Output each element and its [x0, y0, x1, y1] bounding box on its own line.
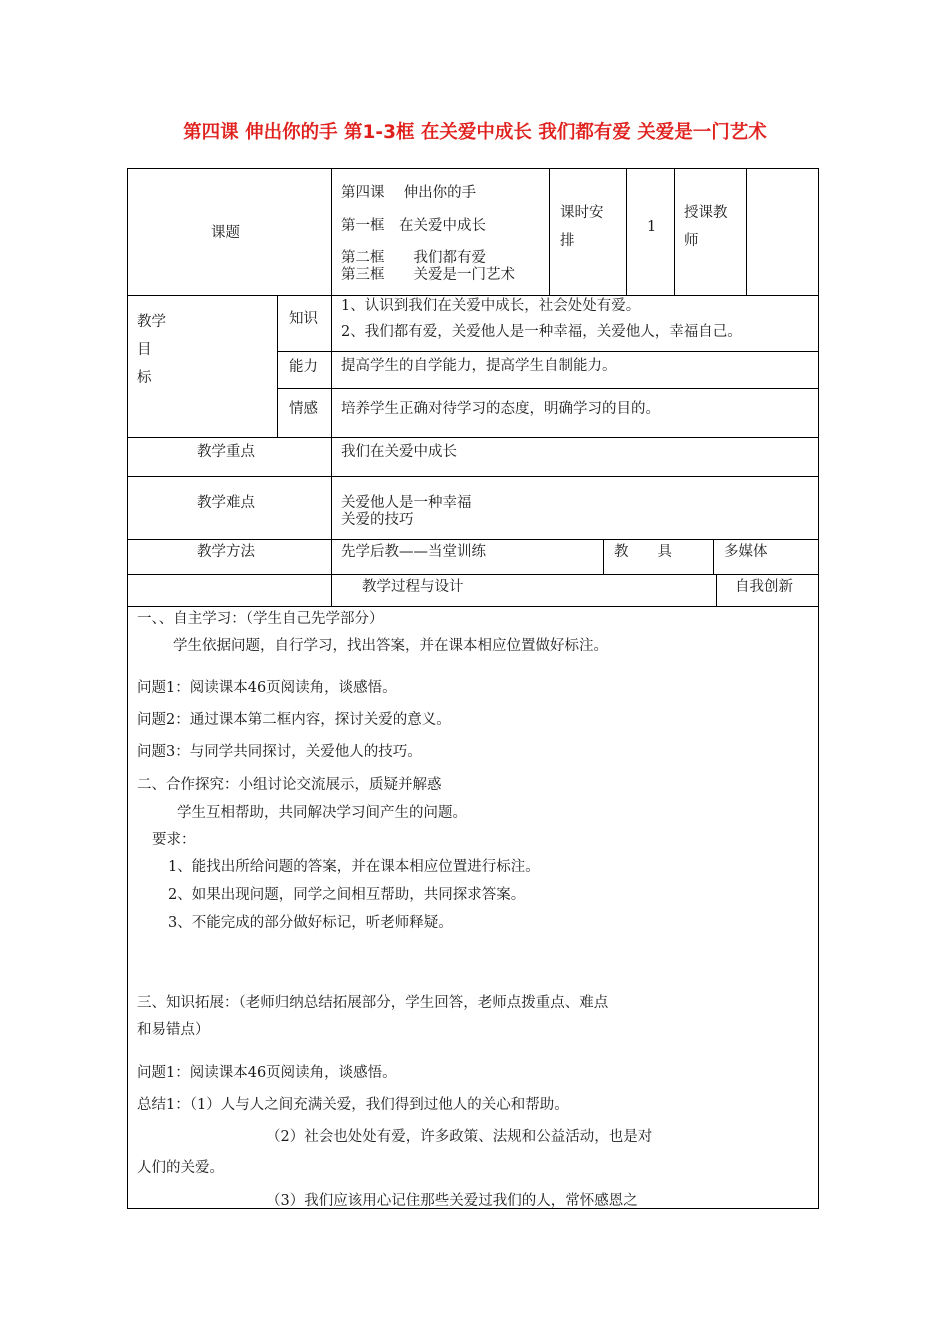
knowledge-label: 知识 [289, 311, 318, 327]
lesson-title: 第四课 伸出你的手 第1-3框 在关爱中成长 我们都有爱 关爱是一门艺术 [183, 122, 767, 143]
hours-label: 课时安 [560, 205, 604, 221]
topic-line: 第二框 我们都有爱 [341, 250, 486, 266]
rule [716, 574, 717, 606]
rule [746, 168, 747, 296]
topic-line: 第一框 在关爱中成长 [341, 218, 486, 234]
process-line: 学生依据问题，自行学习，找出答案，并在课本相应位置做好标注。 [173, 638, 608, 654]
innovation-header: 自我创新 [735, 579, 793, 595]
table-border-top [127, 168, 819, 169]
ability-label: 能力 [289, 359, 318, 375]
focus-value: 我们在关爱中成长 [341, 444, 457, 460]
rule [277, 351, 819, 352]
process-line: 2、如果出现问题，同学之间相互帮助，共同探求答案。 [168, 887, 526, 903]
process-line: 学生互相帮助，共同解决学习间产生的问题。 [177, 805, 467, 821]
tools-label: 教 具 [614, 544, 672, 560]
table-border-left [127, 168, 128, 1209]
hours-label: 排 [560, 233, 575, 249]
process-line: 二、合作探究：小组讨论交流展示，质疑并解惑 [137, 777, 442, 793]
process-header: 教学过程与设计 [362, 579, 464, 595]
rule [127, 437, 819, 438]
process-line: 一、、自主学习：（学生自己先学部分） [137, 611, 384, 627]
process-line: 问题3：与同学共同探讨，关爱他人的技巧。 [137, 744, 422, 760]
emotion-label: 情感 [289, 401, 318, 417]
objectives-label: 标 [137, 370, 152, 386]
process-line: （3）我们应该用心记住那些关爱过我们的人，常怀感恩之 [266, 1193, 638, 1209]
hours-value: 1 [647, 219, 657, 235]
process-line: 1、能找出所给问题的答案，并在课本相应位置进行标注。 [168, 859, 540, 875]
objectives-label: 目 [137, 342, 152, 358]
rule [549, 168, 550, 296]
process-line: 总结1：（1）人与人之间充满关爱，我们得到过他人的关心和帮助。 [137, 1097, 569, 1113]
process-line: 问题1：阅读课本46页阅读角，谈感悟。 [137, 680, 397, 696]
knowledge-objective: 2、我们都有爱，关爱他人是一种幸福，关爱他人，幸福自己。 [341, 324, 742, 340]
process-line: 3、不能完成的部分做好标记，听老师释疑。 [168, 915, 453, 931]
process-line: 要求： [152, 832, 196, 848]
rule [277, 388, 819, 389]
topic-label: 课题 [211, 225, 240, 241]
ability-objective: 提高学生的自学能力，提高学生自制能力。 [341, 358, 617, 374]
rule [127, 539, 819, 540]
rule [277, 295, 278, 438]
knowledge-objective: 1、认识到我们在关爱中成长，社会处处有爱。 [341, 298, 641, 314]
teacher-label: 师 [684, 233, 699, 249]
objectives-label: 教学 [137, 314, 166, 330]
teacher-label: 授课教 [684, 205, 728, 221]
difficulty-value: 关爱他人是一种幸福 [341, 495, 472, 511]
rule [127, 606, 819, 607]
focus-label: 教学重点 [197, 444, 255, 460]
topic-line: 第四课 伸出你的手 [341, 185, 477, 201]
process-line: 三、知识拓展：（老师归纳总结拓展部分，学生回答，老师点拨重点、难点 [137, 995, 609, 1011]
rule [603, 539, 604, 575]
process-line: 人们的关爱。 [137, 1160, 224, 1176]
process-line: 和易错点） [137, 1022, 210, 1038]
process-line: 问题1：阅读课本46页阅读角，谈感悟。 [137, 1065, 397, 1081]
rule [331, 168, 332, 606]
rule [626, 168, 627, 296]
difficulty-value: 关爱的技巧 [341, 512, 414, 528]
rule [674, 168, 675, 296]
method-label: 教学方法 [197, 544, 255, 560]
rule [127, 476, 819, 477]
method-value: 先学后教——当堂训练 [341, 544, 486, 560]
table-border-right [818, 168, 819, 1209]
difficulty-label: 教学难点 [197, 495, 255, 511]
emotion-objective: 培养学生正确对待学习的态度，明确学习的目的。 [341, 401, 660, 417]
process-line: 问题2：通过课本第二框内容，探讨关爱的意义。 [137, 712, 451, 728]
tools-value: 多媒体 [724, 544, 768, 560]
topic-line: 第三框 关爱是一门艺术 [341, 267, 515, 283]
rule [713, 539, 714, 575]
process-line: （2）社会也处处有爱，许多政策、法规和公益活动，也是对 [266, 1129, 653, 1145]
